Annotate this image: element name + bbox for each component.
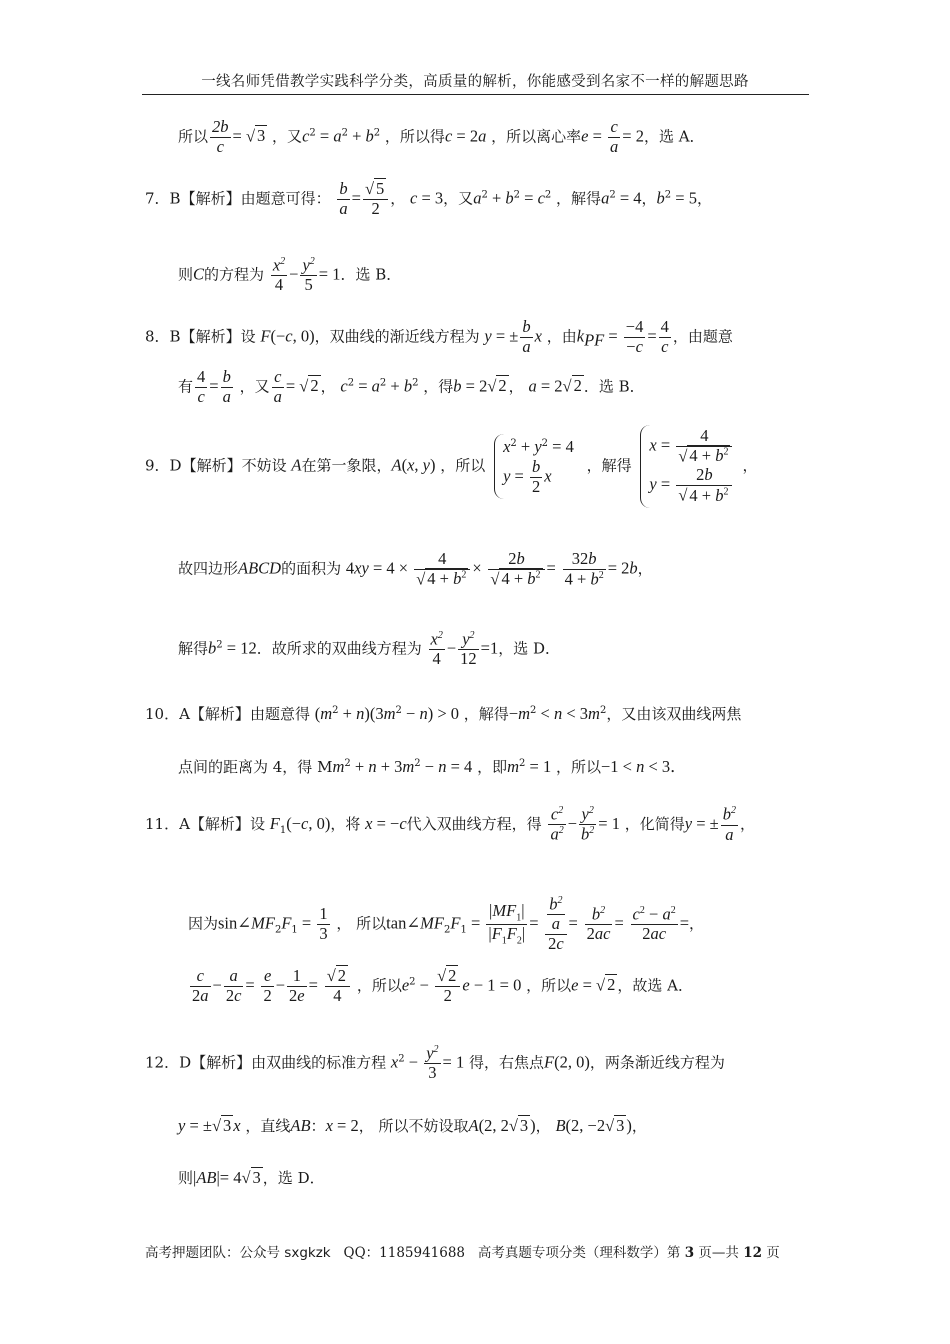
question-10-cont: 点间的距离为 4，得 $Mm^2 + n + 3m^2 - n = 4$ ，即$m^2 = 1$ ，所以−1 < n < 3． — [178, 757, 687, 776]
brand-name: sxgkzk — [284, 1245, 331, 1261]
question-9: 9．D【解析】不妨设 A在第一象限，A(x, y) ，所以 $x^2 + y^2 = 4$ y = $\frac{b}{2}$ x ，解得 x = $\frac{4}{√ 4 + b^2}$ y = $\frac{2b}{√ 4 + b^2}$ ， — [145, 425, 757, 508]
question-12-result: 则|AB|= 4√ 3 ，选 D． — [178, 1168, 325, 1187]
question-7-cont: 则C的方程为 $\frac{x^2}{4}$ − $\frac{y^2}{5}$ = 1．选 B． — [178, 255, 402, 295]
question-11-tan: 因为$\sin\angle MF_2F_1$ = $\frac{1}{3}$ ， 所以$\tan\angle MF_2F_1$ = $\frac{|MF_1|}{|F_1F_2|}$ = $\frac{\frac{b^2}{a}}{2c}$ = $\frac{b^2}{2ac}$ = $\frac{c^2 - a^2}{2ac}$ =， — [188, 894, 705, 954]
header-divider — [142, 94, 809, 95]
question-11-result: $\frac{c}{2a}$ − $\frac{a}{2c}$ = $\frac{e}{2}$ − $\frac{1}{2e}$ = $\frac{√ 2}{4}$ ，所以$e^2$ − $\frac{√ 2}{2}$ e − 1 = 0 ，所以e = √ 2 ，故选 A． — [192, 966, 693, 1005]
question-12-cont: y = ±√ 3 x ，直线AB：x = 2， 所以不妨设取A(2, 2√ 3 )， B(2, −2√ 3 )， — [178, 1116, 647, 1135]
text-line: 所以 $\frac{2b}{c}$ = √ 3 ，又$c^2 = a^2 + b^2$ ，所以得c = 2a ，所以离心率e = $\frac{c}{a}$ = 2，选 A． — [178, 117, 705, 156]
question-10: 10．A【解析】由题意得 $(m^2 + n)(3m^2 - n) > 0$ ，解得$-m^2 < n < 3m^2$，又由该双曲线两焦 — [145, 704, 742, 723]
page-number: 3 — [684, 1245, 695, 1261]
page-total: 12 — [743, 1245, 762, 1261]
question-7: 7．B【解析】由题意可得： $\frac{b}{a}$ = $\frac{√ 5}{2}$ ， c = 3，又$a^2 + b^2 = c^2$ ，解得$a^2 = 4$，$b^2 = 5$， — [145, 179, 712, 218]
question-9-area: 故四边形ABCD的面积为 4xy = 4 × $\frac{4}{√ 4 + b^2}$ × $\frac{2b}{√ 4 + b^2}$ = $\frac{32b}{4 + b^2}$ = 2b， — [178, 549, 653, 589]
question-8: 8．B【解析】设 F(−c, 0)，双曲线的渐近线方程为 y = ± $\frac{b}{a}$ x ，由$k_{PF}$ = $\frac{-4}{-c}$ = $\frac{4}{c}$ ，由题意 — [145, 317, 733, 356]
question-11: 11．A【解析】设 $F_1(-c$, 0)，将 x = −c代入双曲线方程，得 $\frac{c^2}{a^2}$ − $\frac{y^2}{b^2}$ = 1 ，化简得y = ± $\frac{b^2}{a}$ ， — [145, 804, 755, 844]
page-footer: 高考押题团队：公众号 sxgkzk QQ：1185941688 高考真题专项分类（理科数学）第 3 页—共 12 页 — [145, 1245, 780, 1261]
question-12: 12．D【解析】由双曲线的标准方程 $x^2$ − $\frac{y^2}{3}$ = 1 得，右焦点F(2, 0)，两条渐近线方程为 — [145, 1043, 725, 1083]
question-8-cont: 有 $\frac{4}{c}$ = $\frac{b}{a}$ ，又 $\frac{c}{a}$ = √ 2 ， $c^2 = a^2 + b^2$ ，得b = 2√ 2 ， a = 2√ 2 ．选 B． — [178, 367, 645, 406]
page-header: 一线名师凭借教学实践科学分类，高质量的解析，你能感受到名家不一样的解题思路 — [201, 74, 749, 90]
question-9-result: 解得$b^2 = 12$．故所求的双曲线方程为 $\frac{x^2}{4}$ − $\frac{y^2}{12}$ =1，选 D． — [178, 629, 560, 669]
